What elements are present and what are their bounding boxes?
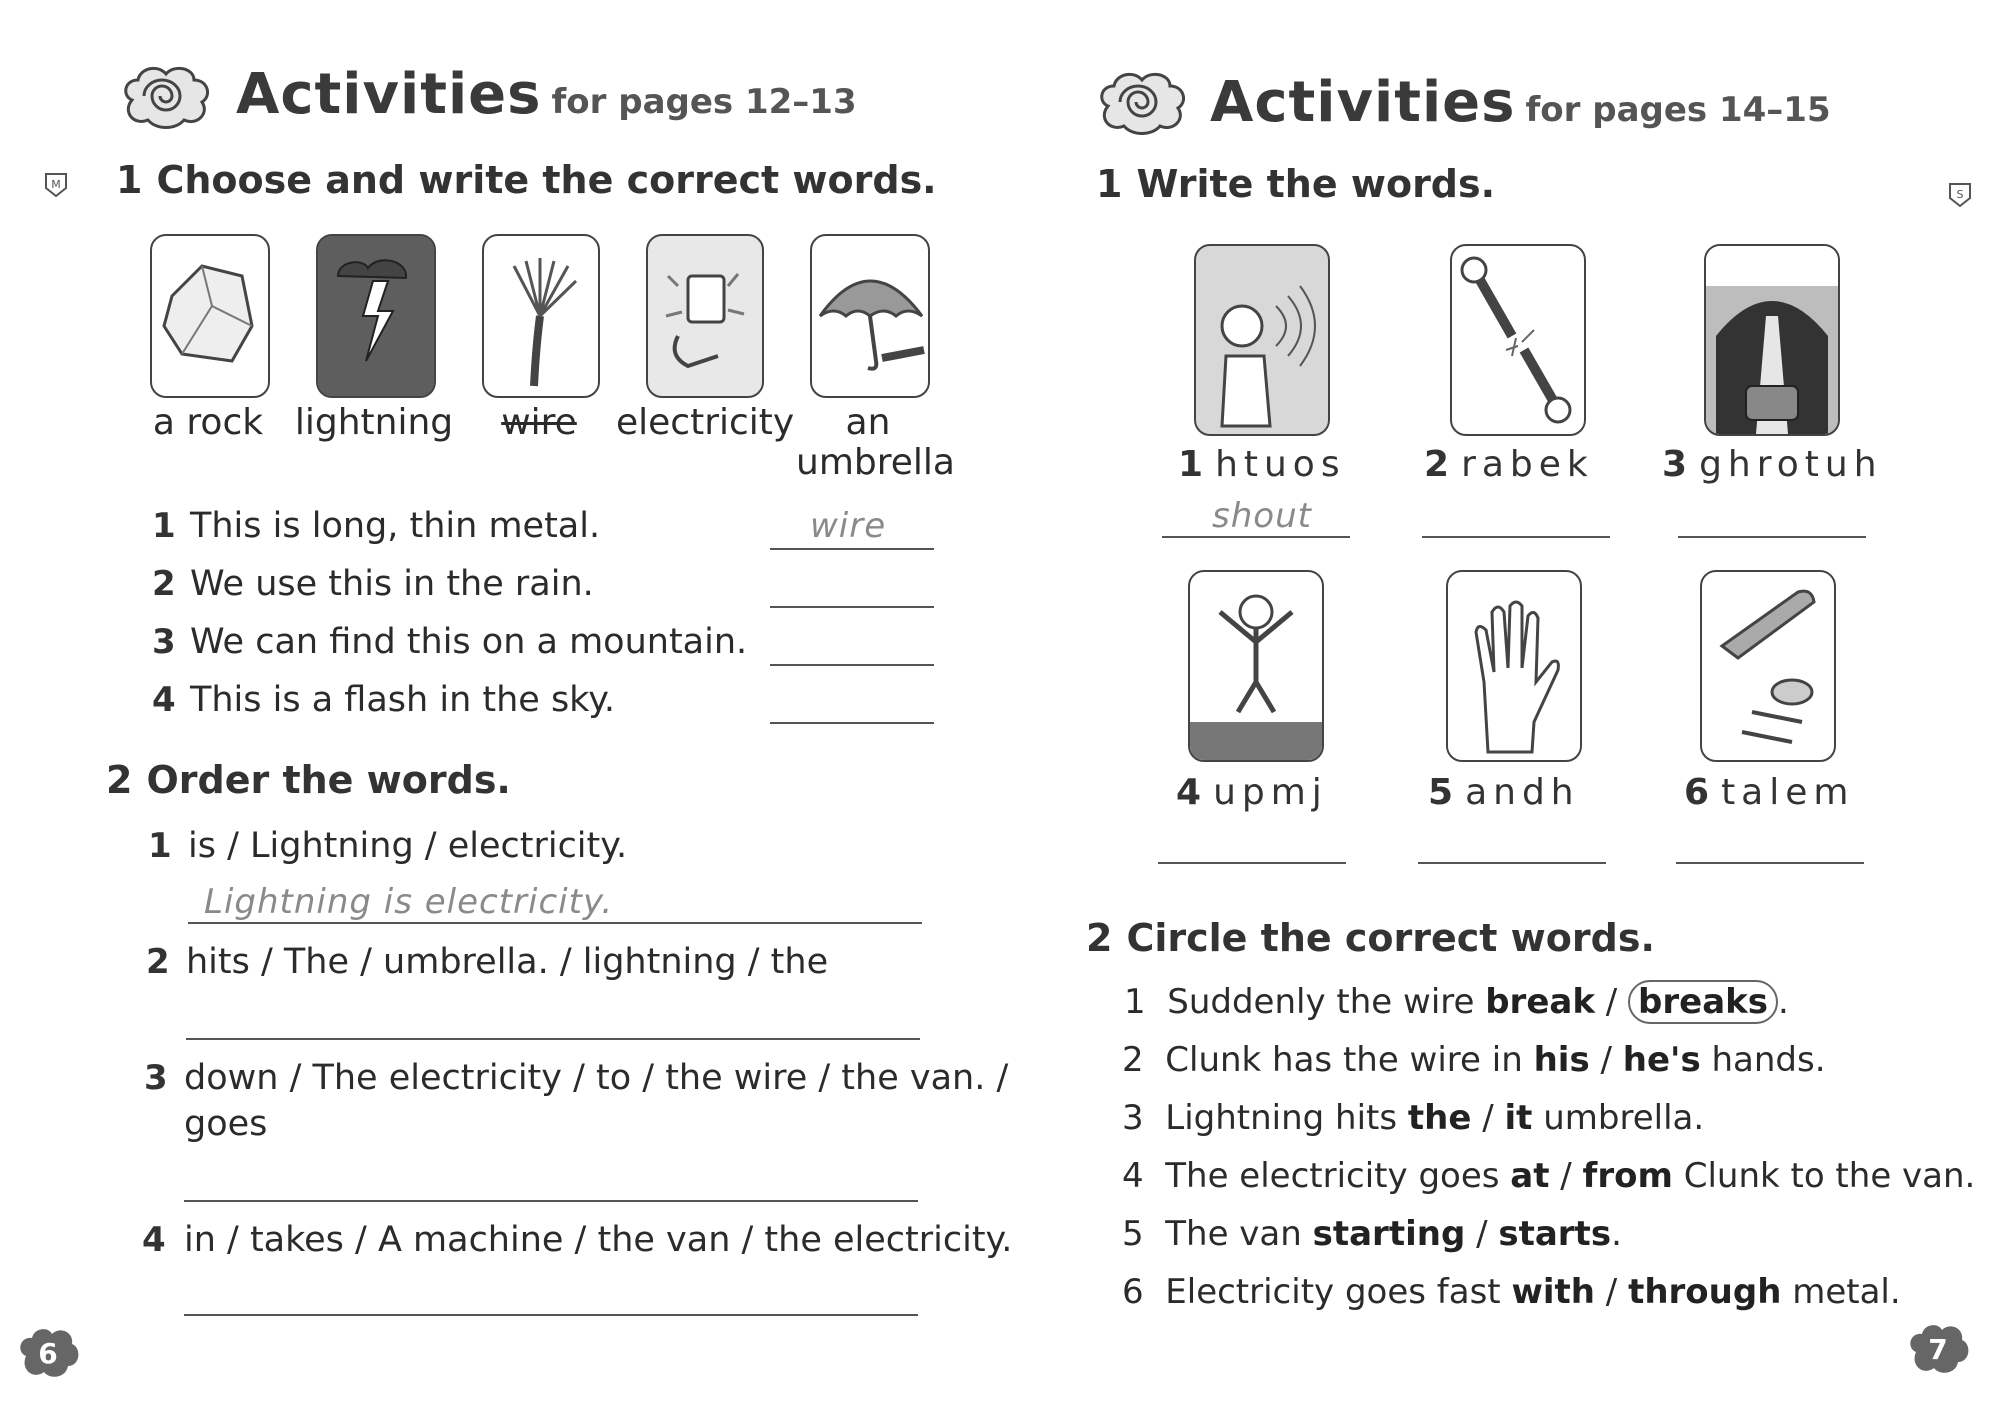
question-number: 3 xyxy=(152,622,176,662)
question-number: 2 xyxy=(152,564,176,604)
sentence-text: . xyxy=(1611,1214,1622,1254)
word-option[interactable]: he's xyxy=(1622,1040,1701,1080)
hand-picture xyxy=(1446,570,1582,762)
word-option[interactable]: from xyxy=(1582,1156,1673,1196)
sentence-text: The van xyxy=(1165,1214,1313,1254)
umbrella-picture xyxy=(810,234,930,398)
picture-label: lightning xyxy=(294,402,454,443)
circle-sentence xyxy=(1122,1040,1826,1080)
page-number-badge xyxy=(16,1326,80,1380)
tab-letter: S xyxy=(1956,188,1964,201)
option-separator: / xyxy=(1471,1098,1505,1138)
exercise-heading-text: Choose and write the correct words. xyxy=(156,158,937,202)
circle-sentence xyxy=(1122,1098,1704,1138)
sentence-number: 2 xyxy=(1122,1040,1144,1080)
scrambled-letters: andh xyxy=(1465,772,1580,813)
header-title-text: Activities xyxy=(236,62,542,127)
exercise-number: 1 xyxy=(1096,162,1123,206)
word-option[interactable]: his xyxy=(1533,1040,1590,1080)
hand-icon xyxy=(1448,572,1580,760)
sentence-number: 3 xyxy=(1122,1098,1144,1138)
picture-label-crossed: wire xyxy=(501,402,577,443)
picture-label: an xyxy=(845,402,891,443)
word-option[interactable]: starts xyxy=(1498,1214,1612,1254)
answer-line[interactable] xyxy=(770,722,934,724)
electricity-picture xyxy=(646,234,764,398)
exercise1-heading xyxy=(116,158,937,202)
answer-line[interactable] xyxy=(1422,536,1610,538)
right-page xyxy=(1000,0,2000,1407)
scrambled-word xyxy=(1662,444,1883,485)
answer-line[interactable] xyxy=(1678,536,1866,538)
page-number: 6 xyxy=(38,1336,58,1370)
picture-label: a rock xyxy=(152,402,264,443)
metal-icon xyxy=(1702,572,1834,760)
header-title-text: Activities xyxy=(1210,70,1516,135)
rock-icon xyxy=(152,236,268,396)
sentence-text: Clunk has the wire in xyxy=(1165,1040,1534,1080)
option-separator: / xyxy=(1594,982,1629,1022)
answer-line[interactable] xyxy=(1676,862,1864,864)
tab-letter: M xyxy=(51,178,61,191)
question-number: 2 xyxy=(146,942,170,982)
option-separator: / xyxy=(1594,1272,1629,1312)
header-subtitle: for pages 14–15 xyxy=(1525,90,1831,130)
swirl-cloud-icon xyxy=(118,60,214,132)
question-number: 1 xyxy=(152,506,176,546)
answer-line[interactable] xyxy=(1158,862,1346,864)
sentence-text: hands. xyxy=(1700,1040,1826,1080)
answer-line[interactable] xyxy=(184,1314,918,1316)
shout-picture xyxy=(1194,244,1330,436)
question-number: 3 xyxy=(144,1058,168,1098)
sentence-number: 4 xyxy=(1122,1156,1144,1196)
exercise1-heading xyxy=(1096,162,1495,206)
sentence-text: metal. xyxy=(1781,1272,1901,1312)
word-option[interactable]: at xyxy=(1510,1156,1550,1196)
sentence-number: 6 xyxy=(1122,1272,1144,1312)
scrambled-letters: htuos xyxy=(1215,444,1346,485)
shout-icon xyxy=(1196,246,1328,434)
answer-line[interactable] xyxy=(1418,862,1606,864)
option-separator: / xyxy=(1465,1214,1499,1254)
question-text: is / Lightning / electricity. xyxy=(188,826,628,866)
scrambled-word xyxy=(1428,772,1580,813)
word-option[interactable]: with xyxy=(1511,1272,1595,1312)
sentence-text: . xyxy=(1778,982,1789,1022)
page-number-badge xyxy=(1906,1322,1970,1376)
answer-line[interactable] xyxy=(1162,536,1350,538)
wire-icon xyxy=(484,236,598,396)
sentence-text: Clunk to the van. xyxy=(1672,1156,1976,1196)
question-text: This is a flash in the sky. xyxy=(190,680,616,720)
header-subtitle: for pages 12–13 xyxy=(551,82,857,122)
exercise-heading-text: Write the words. xyxy=(1136,162,1496,206)
word-option-circled[interactable]: breaks xyxy=(1628,980,1778,1024)
question-number: 1 xyxy=(148,826,172,866)
shield-tab-icon xyxy=(44,172,68,198)
option-separator: / xyxy=(1589,1040,1623,1080)
answer-line[interactable] xyxy=(184,1200,918,1202)
sentence-number: 1 xyxy=(1124,982,1146,1022)
tunnel-picture xyxy=(1704,244,1840,436)
sentence-text: umbrella. xyxy=(1532,1098,1705,1138)
metal-picture xyxy=(1700,570,1836,762)
question-text: in / takes / A machine / the van / the electricity. xyxy=(184,1220,1013,1260)
answer-handwritten: wire xyxy=(810,506,887,546)
sentence-number: 5 xyxy=(1122,1214,1144,1254)
page-header-title xyxy=(1210,70,1831,135)
circle-sentence xyxy=(1124,982,1789,1022)
exercise-number: 2 xyxy=(106,758,133,802)
shield-tab-icon xyxy=(1948,182,1972,208)
page-header-title xyxy=(236,62,857,127)
option-separator: / xyxy=(1549,1156,1583,1196)
answer-handwritten: shout xyxy=(1212,496,1312,536)
question-text: down / The electricity / to / the wire / the van. / xyxy=(184,1058,1009,1098)
lightning-icon xyxy=(318,236,434,396)
scrambled-word xyxy=(1424,444,1594,485)
scrambled-word xyxy=(1684,772,1854,813)
exercise-number: 2 xyxy=(1086,916,1113,960)
question-text: goes xyxy=(184,1104,268,1144)
break-icon xyxy=(1452,246,1584,434)
scrambled-word xyxy=(1178,444,1346,485)
electricity-icon xyxy=(648,236,762,396)
item-number: 4 xyxy=(1176,772,1202,813)
umbrella-icon xyxy=(812,236,928,396)
break-picture xyxy=(1450,244,1586,436)
wire-picture xyxy=(482,234,600,398)
exercise-heading-text: Order the words. xyxy=(146,758,511,802)
answer-line[interactable] xyxy=(186,1038,920,1040)
rock-picture xyxy=(150,234,270,398)
sentence-text: The electricity goes xyxy=(1165,1156,1511,1196)
question-text: We use this in the rain. xyxy=(190,564,594,604)
word-option[interactable]: through xyxy=(1628,1272,1782,1312)
sentence-text: Lightning hits xyxy=(1165,1098,1408,1138)
question-number: 4 xyxy=(152,680,176,720)
picture-label: umbrella xyxy=(796,442,955,483)
scrambled-letters: talem xyxy=(1721,772,1855,813)
question-text: hits / The / umbrella. / lightning / the xyxy=(186,942,829,982)
item-number: 5 xyxy=(1428,772,1454,813)
jump-icon xyxy=(1190,572,1322,760)
item-number: 1 xyxy=(1178,444,1204,485)
word-option[interactable]: it xyxy=(1504,1098,1533,1138)
exercise2-heading xyxy=(1086,916,1655,960)
word-option[interactable]: break xyxy=(1485,982,1595,1022)
exercise-heading-text: Circle the correct words. xyxy=(1126,916,1655,960)
scrambled-letters: ghrotuh xyxy=(1699,444,1883,485)
answer-line[interactable] xyxy=(770,664,934,666)
scrambled-letters: upmj xyxy=(1213,772,1328,813)
item-number: 2 xyxy=(1424,444,1450,485)
question-text: We can find this on a mountain. xyxy=(190,622,748,662)
page-number: 7 xyxy=(1928,1332,1948,1366)
picture-label: electricity xyxy=(616,402,795,443)
exercise-number: 1 xyxy=(116,158,143,202)
item-number: 3 xyxy=(1662,444,1688,485)
sentence-text: Suddenly the wire xyxy=(1167,982,1486,1022)
circle-sentence xyxy=(1122,1156,1975,1196)
exercise2-heading xyxy=(106,758,511,802)
scrambled-word xyxy=(1176,772,1328,813)
answer-line[interactable] xyxy=(188,922,922,924)
item-number: 6 xyxy=(1684,772,1710,813)
scrambled-letters: rabek xyxy=(1461,444,1594,485)
tunnel-icon xyxy=(1706,246,1838,434)
circle-sentence xyxy=(1122,1272,1901,1312)
sentence-text: Electricity goes fast xyxy=(1165,1272,1512,1312)
answer-line[interactable] xyxy=(770,548,934,550)
swirl-cloud-icon xyxy=(1094,66,1190,138)
word-option[interactable]: the xyxy=(1407,1098,1472,1138)
question-number: 4 xyxy=(142,1220,166,1260)
question-text: This is long, thin metal. xyxy=(190,506,601,546)
answer-handwritten: Lightning is electricity. xyxy=(204,882,614,922)
word-option[interactable]: starting xyxy=(1312,1214,1466,1254)
lightning-picture xyxy=(316,234,436,398)
answer-line[interactable] xyxy=(770,606,934,608)
circle-sentence xyxy=(1122,1214,1622,1254)
jump-picture xyxy=(1188,570,1324,762)
